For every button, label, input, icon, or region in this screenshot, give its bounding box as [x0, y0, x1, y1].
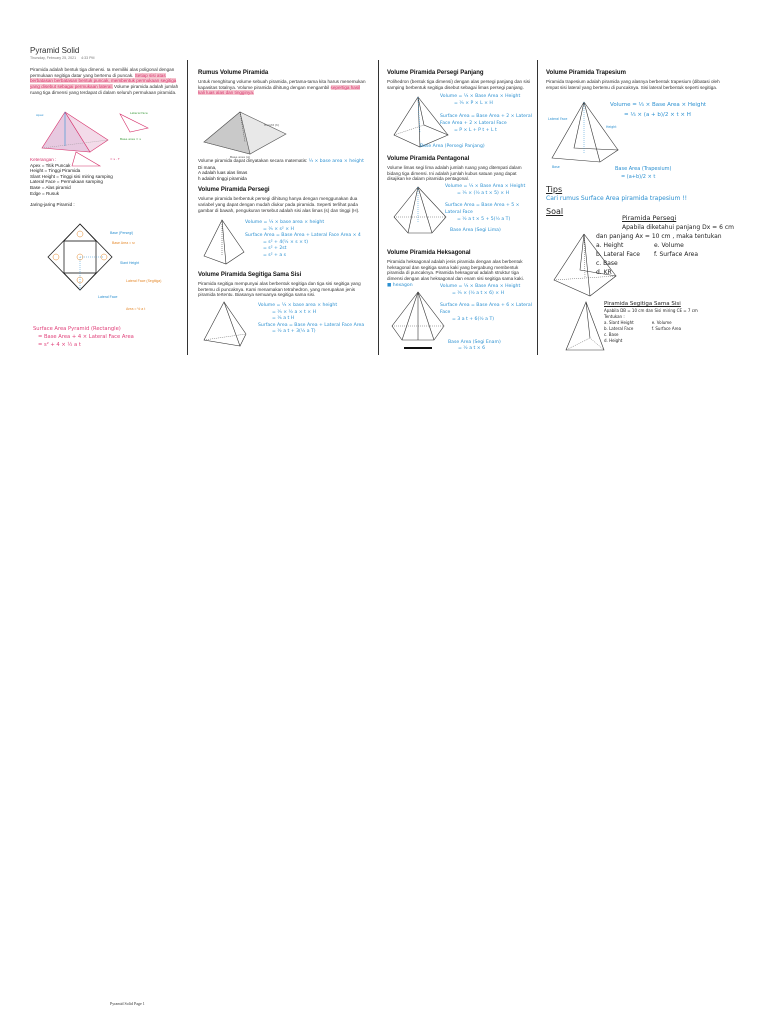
q1-item: a. Height [596, 242, 624, 249]
net-label-lateral2: Lateral Face (Segitiga) [126, 279, 162, 283]
q1-text1: Apabila diketahui panjang Dx = 6 cm [622, 224, 734, 231]
segitiga-section [198, 272, 373, 298]
q2-item: c. Base [604, 332, 619, 337]
segitiga-pyramid-illustration [200, 300, 250, 350]
q2-item: b. Lateral Face [604, 326, 634, 331]
q1-block [596, 214, 762, 277]
pp-section [387, 70, 532, 90]
penta-text: Volume limas segi lima adalah jumlah ruang yang ditempati dalam bidang tiga dimensi. Ini adalah jumlah kubus satuan yang dapat disajikan ke dalam piramida pentagonal. [387, 165, 522, 182]
persegi-title: Volume Piramida Persegi [198, 187, 270, 194]
heksa-pyramid-illustration [388, 290, 448, 352]
q2-sub: Tentukan : [604, 314, 625, 319]
surface-line2: = s² + 4 × ½ a t [38, 342, 81, 348]
pp-text: Polihedron (bentuk tiga dimensi) dengan alas persegi panjang dan sisi samping berbentuk segitiga disebut sebagai limas persegi panjang. [387, 79, 531, 90]
column-divider [378, 60, 379, 355]
heksa-handwriting: Volume = ⅓ × Base Area × Height = ⅓ × (½ a t × 6) × H Surface Area = Base Area + 6 × Lateral Face = 3 a t + 6(½ a T) [440, 284, 532, 322]
page-footer: Pyramid Solid Page 1 [110, 1001, 145, 1006]
def-a: A adalah luas alas limas [198, 170, 248, 176]
pp-title: Volume Piramida Persegi Panjang [387, 70, 484, 76]
persegi-handwriting: Volume = ⅓ × base area × height = ⅓ × s² × H Surface Area = Base Area + Lateral Face Area × 4 = s² + 4(½ × s × t) = s² + 2st = s² + a s [245, 220, 361, 258]
net-label-base-area: Base Area = s² [112, 241, 136, 245]
surface-title: Surface Area Pyramid (Rectangle) [33, 326, 121, 332]
q1-item: e. Volume [653, 242, 684, 249]
q2-title: Piramida Segitiga Sama Sisi [604, 301, 681, 307]
rumus-definitions: Volume piramida dapat dinyatakan secara matematis: ⅓ × base area × height Di mana, A adalah luas alas limas h adalah tinggi piramida Volume Piramida Persegi Volume piramida berbentuk persegi dihitung hanya dengan menggunakan dua variabel yang dapat dengan mudah diukur pada piramida. Seperti terlihat pada gambar di bawah, pengukuran tersebut adalah sisi alas limas (s) dan tinggi (H). [198, 158, 368, 213]
svg-text:Base area = s: Base area = s [120, 137, 141, 141]
q2-item: e. Volume [651, 320, 672, 325]
list-item: Apex = Titik Puncak [30, 162, 71, 168]
column-intro [30, 48, 180, 95]
rumus-text: Untuk menghitung volume sebuah piramida, pertama-tama kita harus menemukan kapasitas totalnya. Volume piramida dihitung dengan mengambil sepertiga hasil kali luas alas dan tingginya. [198, 79, 366, 96]
penta-handwriting: Volume = ⅓ × Base Area × Height = ⅓ × (½ a t × 5) × H Surface Area = Base Area + 5 × Lateral Face = ½ a t × 5 + 5(½ a T) [445, 184, 526, 222]
q2-text: Apabila DB = 10 cm dan Sisi miring CE = 7 cm [604, 308, 698, 313]
soal-title: Soal [546, 207, 564, 216]
q1-title: Piramida Persegi [622, 214, 677, 222]
segitiga-title: Volume Piramida Segitiga Sama Sisi [198, 272, 302, 278]
rumus-title: Rumus Volume Piramida [198, 70, 269, 76]
q2-item: d. Height [604, 338, 623, 343]
column-rumus [198, 70, 368, 96]
keterangan-items [30, 163, 180, 197]
pp-base-label: Base Area (Persegi Panjang) [420, 144, 485, 149]
q2-item: f. Surface Area [651, 326, 682, 331]
persegi-text: Volume piramida berbentuk persegi dihitung hanya dengan menggunakan dua variabel yang dapat dengan mudah diukur pada piramida. Seperti terlihat pada gambar di bawah, pengukuran tersebut adalah sisi alas limas (s) dan tinggi (H). [198, 196, 360, 213]
rumus-pyramid-illustration [200, 108, 290, 158]
list-item: Base = Alas piramid [30, 184, 71, 190]
penta-section [387, 156, 532, 182]
rumus-formula: ⅓ × base area × height [308, 159, 364, 164]
net-title: Jaring-jaring Piramid : [30, 202, 75, 208]
keterangan-title: Keterangan : [30, 157, 57, 162]
column-divider [537, 60, 538, 355]
trap-title: Volume Piramida Trapesium [546, 70, 626, 76]
svg-text:Lateral face: Lateral face [130, 111, 148, 115]
net-label-area: Area = ½ a t [126, 307, 146, 311]
heksa-base-label: Base Area (Segi Enam) = ½ a t × 6 [448, 340, 501, 351]
pyramid-net-diagram [30, 222, 180, 322]
penta-pyramid-illustration [390, 185, 450, 240]
net-label-lateral: Lateral Face [98, 295, 118, 299]
q2-pyramid-illustration [560, 300, 610, 358]
q1-item: b. Lateral Face [596, 251, 640, 258]
trap-text: Piramida trapesium adalah piramida yang alasnya berbentuk trapesium (dibatasi oleh empat sisi lateral yang bertemu di puncaknya. Sisi lateral berbentuk seperti segitiga. [546, 79, 720, 90]
trap-label-lateral: Lateral Face [548, 117, 568, 121]
segitiga-text: Piramida segitiga mempunyai alas berbentuk segitiga dan tiga sisi segitiga yang bertemu di puncaknya. Kami menamakan tetrahedron, yang merupakan jenis piramida tertentu. Biasanya semuanya segitiga sama sisi. [198, 281, 361, 298]
q2-block [604, 300, 754, 344]
trap-section [546, 70, 721, 90]
page-title: Pyramid Solid [30, 46, 80, 55]
trap-label-height: Height [606, 125, 617, 129]
svg-text:Apex: Apex [36, 113, 44, 117]
svg-text:= s . T: = s . T [110, 157, 120, 161]
q2-item: a. Slant Height [604, 320, 634, 325]
net-label-base: Base (Persegi) [110, 231, 134, 235]
heksa-note: ■ hexagon [387, 283, 413, 289]
column-divider [187, 60, 188, 355]
surface-line1: = Base Area + 4 × Lateral Face Area [38, 334, 134, 340]
list-item: Slant Height = Tinggi sisi miring samping [30, 173, 113, 179]
intro-text: Piramida adalah bentuk tiga dimensi. Ia memiliki alas poligonal dengan permukaan segitiga datar yang bertemu di puncak. Setiap sisi atas berbatasan berbatasan bentuk puncak, membentuk permukaan segitiga yang disebut sebagai permukaan lateral. Volume piramida adalah jumlah ruang tiga dimensi yang terdapat di dalam seluruh permukaan piramida. [30, 67, 179, 95]
def-h: h adalah tinggi piramida [198, 175, 247, 181]
svg-text:Base area (A): Base area (A) [230, 155, 251, 159]
tips-section [546, 185, 726, 217]
heksa-title: Volume Piramida Heksagonal [387, 250, 471, 256]
list-item: Height = Tinggi Piramida [30, 168, 81, 174]
persegi-pyramid-illustration [200, 218, 250, 268]
segitiga-handwriting: Volume = ⅓ × base area × height = ⅓ × ½ a × t × H = ⅙ a t H Surface Area = Base Area + Lateral Face Area = ½ a t + 3(½ a T) [258, 303, 365, 335]
list-item: Edge = Rusuk [30, 190, 59, 196]
q1-text2: dan panjang Ax = 10 cm , maka tentukan [596, 233, 722, 240]
net-label-slant: Slant Height [120, 261, 140, 265]
penta-base-label: Base Area (Segi Lima) [450, 228, 501, 233]
trap-handwriting: Volume = ⅓ × Base Area × Height = ⅓ × (a + b)/2 × t × H [610, 102, 707, 118]
heksa-text: Piramida heksagonal adalah jenis piramida dengan alas berbentuk heksagonal dan segitiga sama kaki yang bergabung membentuk piramida di puncaknya. Piramida heksagonal adalah struktur tiga dimensi dengan alas heksagonal dan enam sisi segitiga sama kaki. [387, 259, 524, 281]
penta-title: Volume Piramida Pentagonal [387, 156, 470, 162]
q1-item: c. Base [596, 260, 618, 267]
q1-item: d. KR [596, 269, 612, 276]
surface-area-note [33, 325, 183, 349]
page-date: Thursday, February 25, 2021 4:33 PM [30, 55, 95, 60]
keterangan-list [30, 157, 180, 208]
tips-title: Tips [546, 185, 563, 194]
svg-text:Height (h): Height (h) [264, 123, 280, 127]
list-item: Lateral Face = Permukaan samping [30, 179, 103, 185]
trap-base-label: Base Area (Trapesium) = (a+b)/2 × t [615, 166, 672, 180]
q1-item: f. Surface Area [653, 251, 699, 258]
trap-label-base: Base [552, 165, 560, 169]
pp-handwriting: Volume = ⅓ × Base Area × Height = ⅓ × P × L × H Surface Area = Base Area + 2 × Lateral Face Area + 2 × Lateral Face = P × L + P t + L t [440, 94, 532, 133]
tips-text: Cari rumus Surface Area piramida trapesium !! [546, 195, 688, 202]
